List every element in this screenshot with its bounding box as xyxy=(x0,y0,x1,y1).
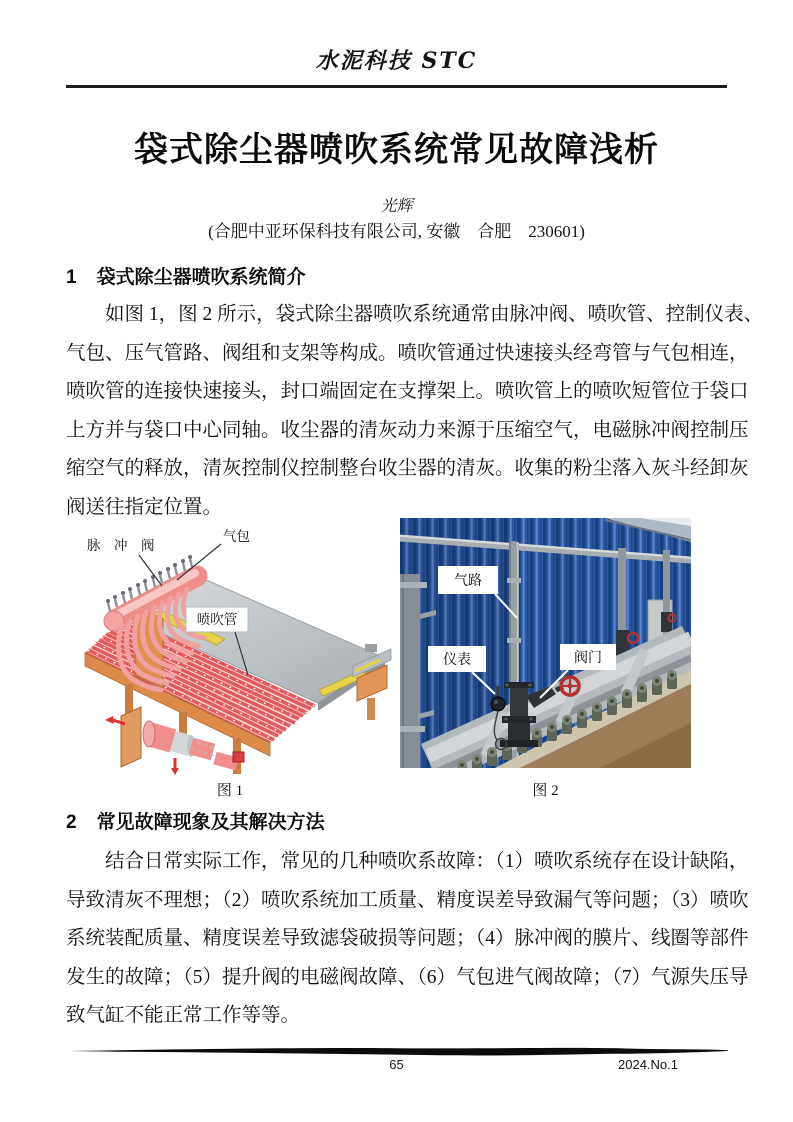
blow-pipe-label: 喷吹管 xyxy=(196,612,238,627)
pressure-gauge xyxy=(491,697,505,711)
article-title: 袋式除尘器喷吹系统常见故障浅析 xyxy=(134,131,659,169)
instrument-label: 仪表 xyxy=(443,653,471,668)
section2-heading xyxy=(66,807,727,834)
section2-paragraph xyxy=(66,843,749,1036)
figure2-photo xyxy=(400,518,691,768)
paragraph-line: 气包、压气管路、阀组和支架等构成。喷吹管通过快速接头经弯管与气包相连， xyxy=(66,342,749,364)
section1-heading xyxy=(66,262,727,289)
author: 光辉 xyxy=(380,198,413,215)
journal-title: 水泥科技 STC xyxy=(315,48,478,74)
air-bag-label: 气包 xyxy=(223,529,250,544)
pulse-valve-label: 脉 冲 阀 xyxy=(87,538,155,553)
paragraph-line: 发生的故障；（5）提升阀的电磁阀故障、（6）气包进气阀故障；（7）气源失压导 xyxy=(66,966,749,988)
page-number: 65 xyxy=(389,1057,404,1072)
paragraph-line: 结合日常实际工作，常见的几种喷吹系故障：（1）喷吹系统存在设计缺陷， xyxy=(105,851,749,872)
section1-paragraph xyxy=(66,296,764,527)
air-line-label: 气路 xyxy=(454,574,482,589)
valve-label: 阀门 xyxy=(574,651,602,666)
paragraph-line: 导致清灰不理想；（2）喷吹系统加工质量、精度误差导致漏气等问题；（3）喷吹 xyxy=(66,889,749,911)
issue-label: 2024.No.1 xyxy=(618,1057,678,1072)
pulse-valve-leader xyxy=(139,555,162,586)
section1-title: 袋式除尘器喷吹系统简介 xyxy=(96,267,306,288)
paragraph-line: 缩空气的释放，清灰控制仪控制整台收尘器的清灰。收集的粉尘落入灰斗经卸灰 xyxy=(66,458,749,479)
paragraph-line: 致气缸不能正常工作等等。 xyxy=(66,1005,301,1026)
section2-title: 常见故障现象及其解决方法 xyxy=(96,812,325,833)
figure1-caption: 图 1 xyxy=(216,783,244,799)
figure2-caption: 图 2 xyxy=(532,783,559,799)
paragraph-line: 系统装配质量、精度误差导致滤袋破损等问题；（4）脉冲阀的膜片、线圈等部件 xyxy=(66,928,749,949)
paragraph-line: 阀送往指定位置。 xyxy=(66,496,223,518)
section1-number: 1 xyxy=(66,267,77,288)
paragraph-line: 上方并与袋口中心同轴。收尘器的清灰动力来源于压缩空气，电磁脉冲阀控制压 xyxy=(66,419,749,441)
section2-number: 2 xyxy=(66,812,77,833)
figure1-diagram xyxy=(65,518,395,776)
paragraph-line: 喷吹管的连接快速接头，封口端固定在支撑架上。喷吹管上的喷吹短管位于袋口 xyxy=(66,381,749,402)
header-rule xyxy=(66,85,727,88)
affiliation: (合肥中亚环保科技有限公司, 安徽 合肥 230601) xyxy=(208,222,585,241)
paragraph-line: 如图 1，图 2 所示，袋式除尘器喷吹系统通常由脉冲阀、喷吹管、控制仪表、 xyxy=(105,304,764,325)
